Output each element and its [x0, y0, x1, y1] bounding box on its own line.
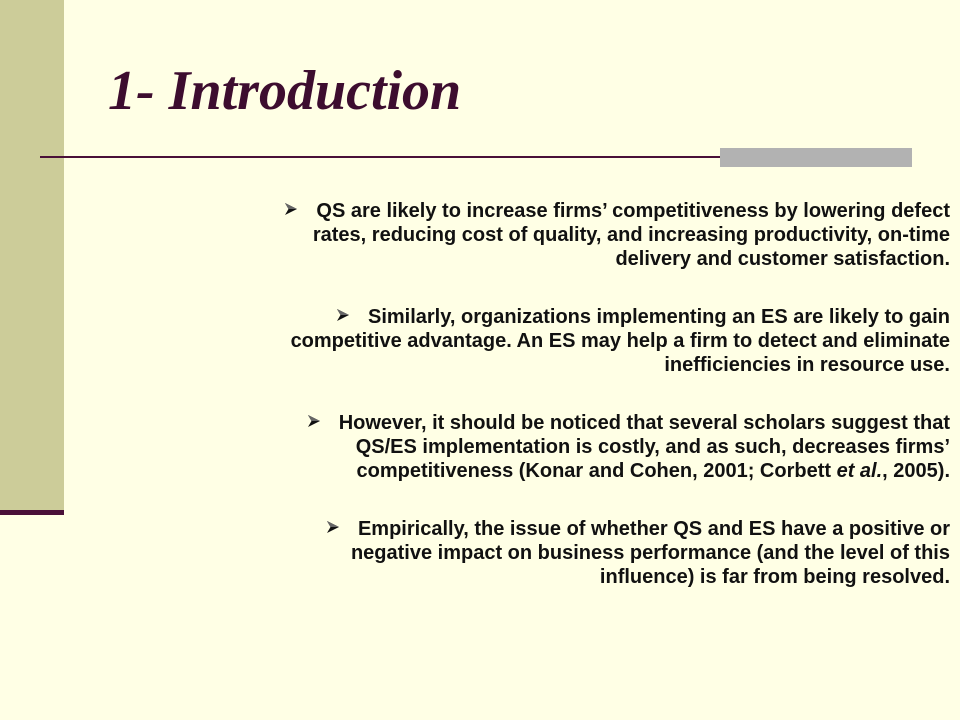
bullet-line: rates, reducing cost of quality, and increasing productivity, on-time: [312, 224, 950, 246]
bullet-list: [150, 199, 950, 623]
bullet-line: negative impact on business performance (and the level of this: [350, 542, 950, 564]
arrow-right-icon: [307, 414, 321, 428]
bullet-item: [150, 305, 950, 377]
bullet-line: competitive advantage. An ES may help a firm to detect and eliminate: [290, 330, 950, 352]
bullet-line: delivery and customer satisfaction.: [615, 248, 950, 270]
bullet-line: However, it should be noticed that several scholars suggest that: [307, 412, 950, 434]
slide-title: 1- Introduction: [108, 60, 462, 122]
bullet-line: competitiveness (Konar and Cohen, 2001; Corbett et al., 2005).: [356, 460, 950, 482]
left-sidebar-bar: [0, 0, 64, 510]
bullet-line: inefficiencies in resource use.: [664, 354, 950, 376]
bullet-line: influence) is far from being resolved.: [599, 566, 950, 588]
arrow-right-icon: [326, 520, 340, 534]
left-sidebar-base: [0, 510, 64, 515]
bullet-item: [150, 411, 950, 483]
bullet-line: Empirically, the issue of whether QS and ES have a positive or: [326, 518, 950, 540]
bullet-line: QS are likely to increase firms’ competitiveness by lowering defect: [284, 200, 950, 222]
arrow-right-icon: [336, 308, 350, 322]
arrow-right-icon: [284, 202, 298, 216]
citation-etal: et al.: [836, 460, 883, 482]
bullet-item: [150, 199, 950, 271]
bullet-line: QS/ES implementation is costly, and as such, decreases firms’: [355, 436, 950, 458]
divider-accent: [720, 148, 912, 167]
bullet-item: [150, 517, 950, 589]
bullet-line: Similarly, organizations implementing an ES are likely to gain: [336, 306, 950, 328]
